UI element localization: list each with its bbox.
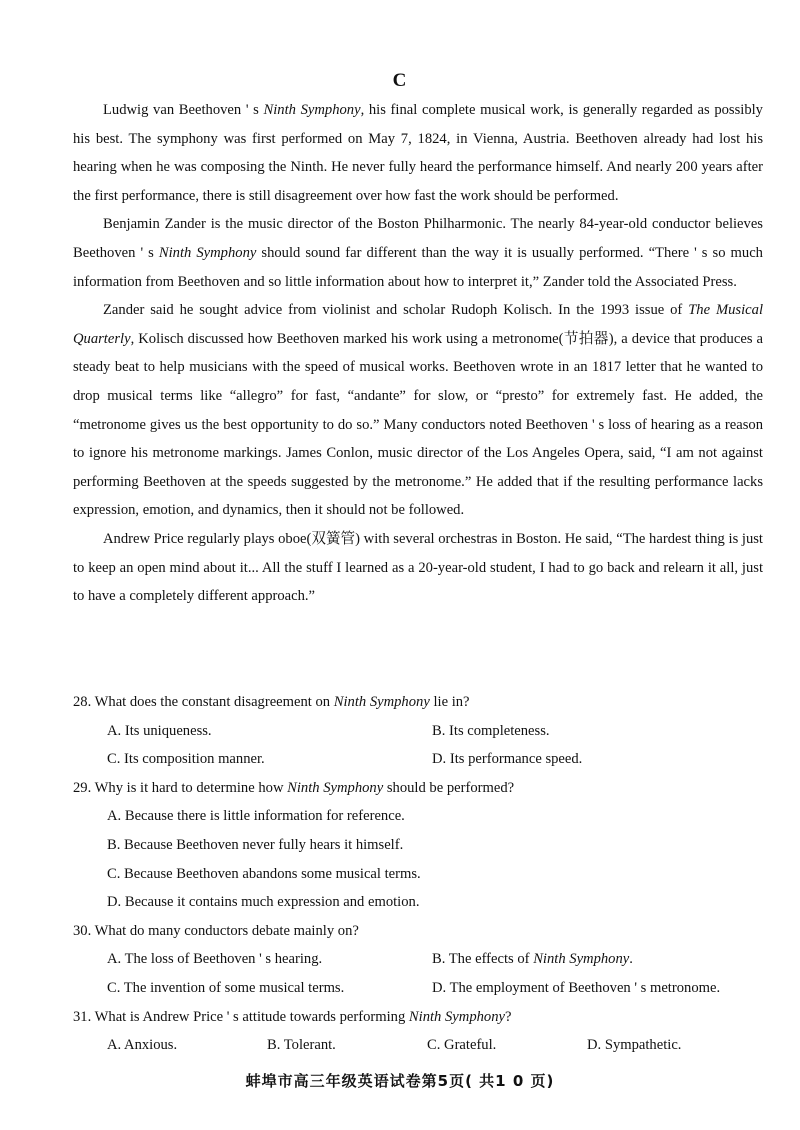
stem-text-b: should be performed? bbox=[383, 779, 515, 796]
option-b-work-title: Ninth Symphony bbox=[533, 951, 630, 968]
p2-text-a: Benjamin Zander is the music director of the Boston Philharmonic. The nearly 84-year-old conductor believes Beethoven ' s bbox=[73, 216, 763, 261]
question-stem bbox=[73, 1003, 763, 1032]
p1-text-a: Ludwig van Beethoven ' s bbox=[103, 102, 264, 118]
stem-text-a: 29. Why is it hard to determine how bbox=[73, 779, 288, 796]
question-28 bbox=[73, 688, 763, 774]
question-stem bbox=[73, 688, 763, 717]
option-d[interactable]: D. The employment of Beethoven ' s metronome. bbox=[432, 979, 721, 996]
page-footer: 蚌埠市高三年级英语试卷第5页( 共1 0 页) bbox=[245, 1072, 555, 1090]
option-b[interactable]: B. Its completeness. bbox=[432, 722, 550, 739]
reading-passage bbox=[73, 96, 763, 611]
p2-work-title: Ninth Symphony bbox=[158, 244, 257, 261]
question-31 bbox=[73, 1003, 763, 1060]
option-a[interactable]: A. Its uniqueness. bbox=[107, 722, 212, 739]
section-label: C bbox=[392, 70, 408, 91]
p2-text-b: should sound far different than the way it is usually performed. “There ' s so much information from Beethoven and so little information about how to interpret it,” Zander told the Associated Press. bbox=[73, 244, 763, 290]
option-c[interactable]: C. The invention of some musical terms. bbox=[107, 979, 345, 996]
paragraph-2 bbox=[73, 210, 763, 296]
paragraph-1 bbox=[73, 96, 763, 210]
option-a[interactable]: A. Anxious. bbox=[107, 1037, 178, 1054]
option-group bbox=[73, 717, 763, 774]
question-stem bbox=[73, 774, 763, 803]
option-d[interactable]: D. Its performance speed. bbox=[432, 751, 583, 768]
option-a[interactable]: A. Because there is little information for reference. bbox=[107, 808, 405, 825]
option-d[interactable]: D. Sympathetic. bbox=[587, 1037, 682, 1054]
question-29 bbox=[73, 774, 763, 917]
paragraph-4: Andrew Price regularly plays oboe(双簧管) with several orchestras in Boston. He said, “The hardest thing is just to keep an open mind about it... All the stuff I learned as a 20-year-old student, I had to go back and relearn it all, just to have a completely different approach.” bbox=[73, 530, 763, 605]
option-c[interactable]: C. Grateful. bbox=[427, 1037, 497, 1054]
stem-text-a: 31. What is Andrew Price ' s attitude towards performing bbox=[73, 1008, 409, 1025]
option-b[interactable] bbox=[432, 945, 757, 974]
p1-work-title: Ninth Symphony bbox=[263, 102, 361, 118]
option-b[interactable]: B. Tolerant. bbox=[267, 1037, 336, 1054]
question-30 bbox=[73, 917, 763, 1003]
option-d[interactable]: D. Because it contains much expression and emotion. bbox=[107, 894, 420, 911]
stem-text-b: lie in? bbox=[429, 694, 470, 710]
option-c[interactable]: C. Because Beethoven abandons some musical terms. bbox=[107, 865, 421, 882]
stem-work-title: Ninth Symphony bbox=[333, 694, 430, 710]
question-stem: 30. What do many conductors debate mainly on? bbox=[73, 922, 359, 939]
question-list bbox=[73, 688, 763, 1060]
option-group bbox=[73, 1031, 763, 1060]
p1-text-b: , his final complete musical work, is generally regarded as possibly his best. The symphony was first performed on May 7, 1824, in Vienna, Austria. Beethoven already had lost his hearing when he was composing the Ninth. He never fully heard the performance himself. And nearly 200 years after the first performance, there is still disagreement over how fast the work should be performed. bbox=[73, 102, 763, 204]
option-group bbox=[73, 802, 763, 916]
option-b-text: B. The effects of bbox=[432, 951, 534, 968]
option-c[interactable]: C. Its composition manner. bbox=[107, 751, 265, 768]
paragraph-3 bbox=[73, 296, 763, 525]
stem-work-title: Ninth Symphony bbox=[287, 779, 384, 796]
p3-text-b: , Kolisch discussed how Beethoven marked his work using a metronome(节拍器), a device that produces a steady beat to help musicians with the speed of musical works. Beethoven wrote in an 1817 letter that he wanted to drop musical terms like “allegro” for fast, “andante” for slow, or “presto” for extremely fast. He added, the “metronome gives us the best opportunity to do so.” Many conductors noted Beethoven ' s loss of hearing as a reason to ignore his metronome markings. James Conlon, music director of the Los Angeles Opera, said, “I am not against performing Beethoven at the speeds suggested by the metronome.” He added that if the resulting performance lacks expression, emotion, and dynamics, then it should not be followed. bbox=[73, 330, 763, 519]
stem-text-a: 28. What does the constant disagreement on bbox=[73, 694, 334, 710]
option-group bbox=[73, 945, 763, 1002]
p3-journal-title: The Musical Quarterly bbox=[73, 302, 763, 347]
stem-text-b: ? bbox=[505, 1008, 512, 1025]
option-b-end: . bbox=[629, 951, 633, 968]
option-a[interactable]: A. The loss of Beethoven ' s hearing. bbox=[107, 951, 323, 968]
stem-work-title: Ninth Symphony bbox=[408, 1008, 505, 1025]
p3-text-a: Zander said he sought advice from violinist and scholar Rudoph Kolisch. In the 1993 issue of bbox=[103, 302, 689, 319]
option-b[interactable]: B. Because Beethoven never fully hears it himself. bbox=[107, 836, 404, 853]
